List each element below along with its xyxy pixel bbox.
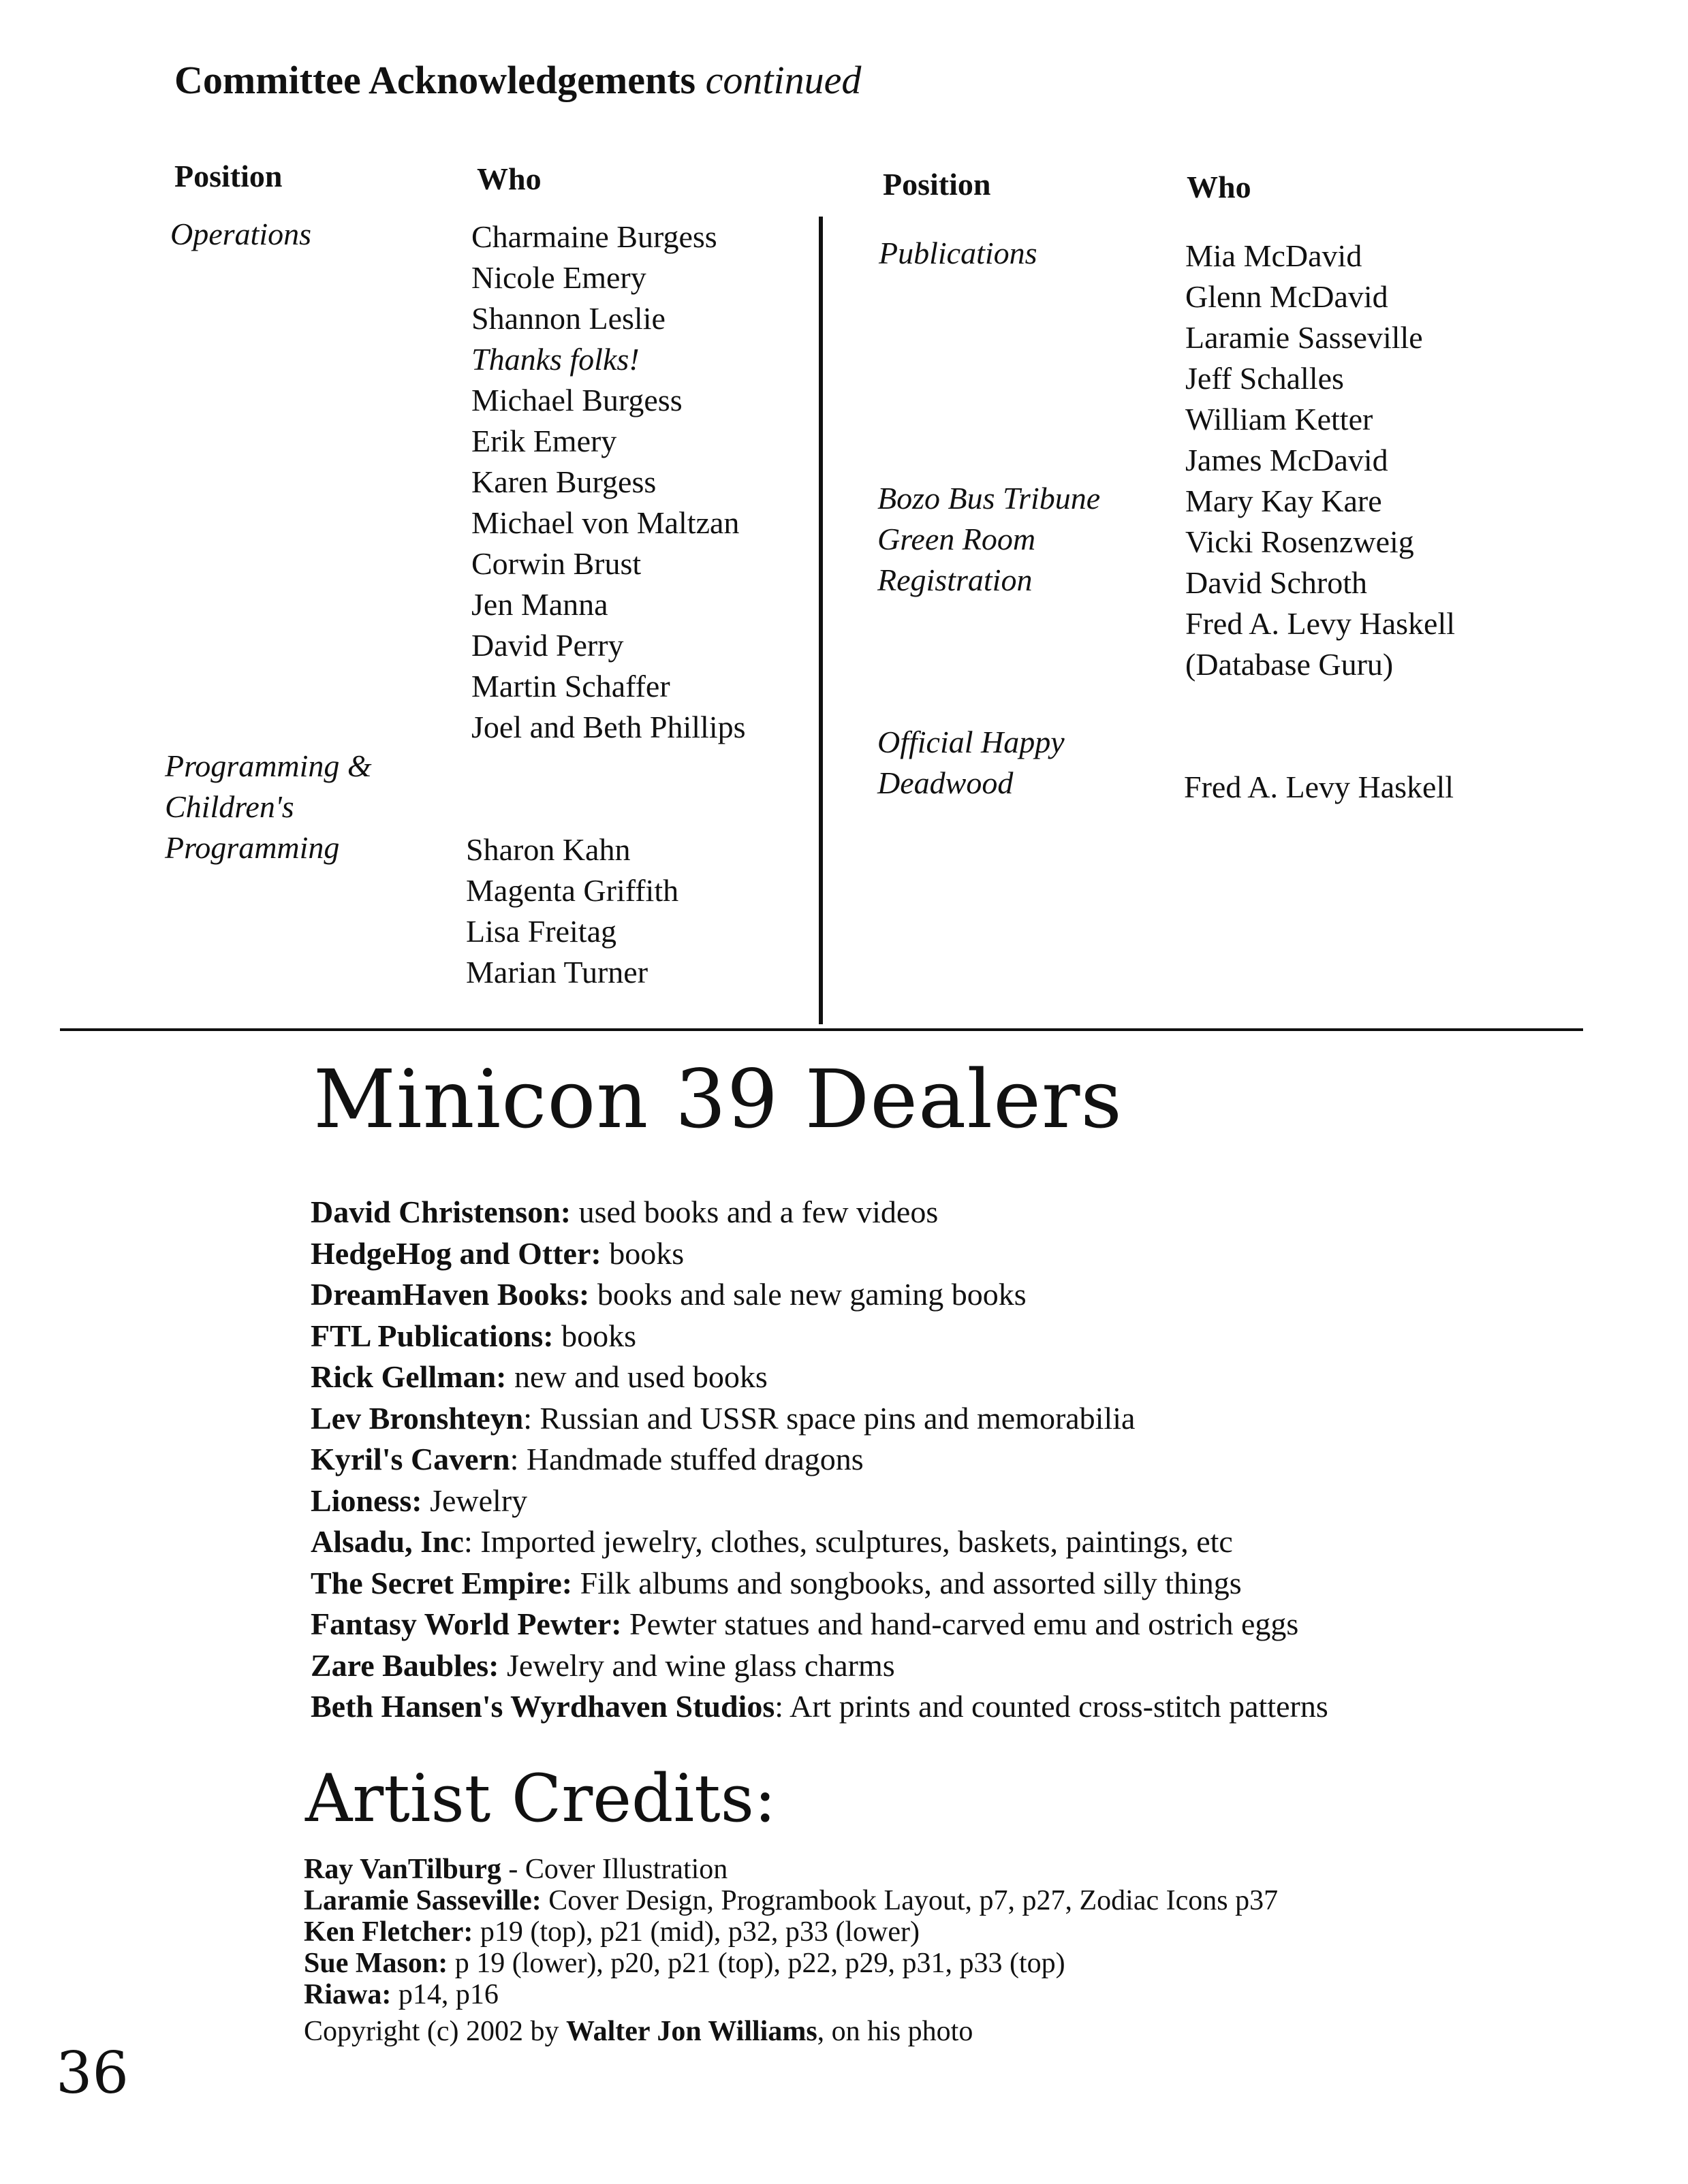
position-label: Green Room <box>877 522 1036 556</box>
credit-row <box>304 1916 1278 1948</box>
programming-label <box>165 746 372 868</box>
dealer-desc: Jewelry <box>422 1483 528 1518</box>
person-name: Mary Kay Kare <box>1185 484 1382 518</box>
person-name: William Ketter <box>1185 402 1373 437</box>
section-divider <box>60 1028 1583 1031</box>
dealer-name: The Secret Empire: <box>311 1565 573 1600</box>
dealer-row <box>311 1563 1328 1604</box>
person-name: Lisa Freitag <box>466 914 616 949</box>
publications-names <box>1185 236 1455 685</box>
thanks-note: Thanks folks! <box>471 342 640 377</box>
person-name: Vicki Rosenzweig <box>1185 524 1414 559</box>
dealer-row <box>311 1398 1328 1440</box>
artist-credits-list <box>304 1854 1278 2047</box>
operations-label: Operations <box>170 217 311 251</box>
deadwood-name: Fred A. Levy Haskell <box>1184 770 1454 804</box>
copyright-suffix: , on his photo <box>817 2016 973 2047</box>
person-name: Michael von Maltzan <box>471 505 740 540</box>
dealer-name: Kyril's Cavern <box>311 1442 510 1476</box>
copyright-prefix: Copyright (c) 2002 by <box>304 2016 566 2047</box>
dealer-desc: new and used books <box>506 1359 768 1394</box>
artist-name: Laramie Sasseville: <box>304 1885 542 1916</box>
right-position-header: Position <box>883 167 991 202</box>
copyright-line <box>304 2016 1278 2047</box>
position-label: Registration <box>877 563 1033 597</box>
credit-desc: p 19 (lower), p20, p21 (top), p22, p29, p31, p33 (top) <box>448 1948 1065 1979</box>
artist-name: Ken Fletcher: <box>304 1916 473 1948</box>
person-name: Erik Emery <box>471 424 617 458</box>
dealer-name: David Christenson: <box>311 1194 572 1229</box>
page-number: 36 <box>56 2040 129 2106</box>
artist-name: Sue Mason: <box>304 1948 448 1979</box>
credit-row <box>304 1979 1278 2010</box>
credit-desc: - Cover Illustration <box>501 1854 728 1885</box>
person-note: (Database Guru) <box>1185 647 1394 682</box>
dealer-row <box>311 1645 1328 1687</box>
programming-label-line: Programming <box>165 830 340 865</box>
dealer-row <box>311 1316 1328 1357</box>
dealer-desc: : Imported jewelry, clothes, sculptures, baskets, paintings, etc <box>463 1524 1233 1559</box>
dealer-desc: books <box>601 1235 685 1271</box>
person-name: Sharon Kahn <box>466 832 631 867</box>
dealer-desc: Jewelry and wine glass charms <box>499 1647 895 1683</box>
dealer-row <box>311 1439 1328 1481</box>
dealer-desc: : Art prints and counted cross-stitch patterns <box>775 1689 1328 1724</box>
programming-label-line: Children's <box>165 789 294 824</box>
position-label: Bozo Bus Tribune <box>877 481 1101 516</box>
dealer-desc: Filk albums and songbooks, and assorted silly things <box>572 1565 1242 1600</box>
dealer-name: Fantasy World Pewter: <box>311 1607 622 1641</box>
credit-row <box>304 1948 1278 1979</box>
dealer-row <box>311 1233 1328 1275</box>
person-name: Marian Turner <box>466 955 648 990</box>
other-positions-labels <box>877 478 1100 601</box>
dealer-name: Alsadu, Inc <box>311 1524 464 1559</box>
left-who-header: Who <box>477 161 542 196</box>
person-name: Jeff Schalles <box>1185 361 1344 396</box>
dealer-row <box>311 1192 1328 1233</box>
person-name: Fred A. Levy Haskell <box>1185 606 1456 641</box>
dealer-name: Rick Gellman: <box>311 1359 507 1394</box>
dealer-row <box>311 1357 1328 1398</box>
dealer-name: Lev Bronshteyn <box>311 1400 524 1436</box>
person-name: Glenn McDavid <box>1185 279 1388 314</box>
column-divider <box>819 217 823 1024</box>
person-name: Karen Burgess <box>471 464 657 499</box>
credit-desc: p19 (top), p21 (mid), p32, p33 (lower) <box>473 1916 920 1948</box>
person-name: David Perry <box>471 628 624 663</box>
person-name: Shannon Leslie <box>471 301 666 336</box>
person-name: Magenta Griffith <box>466 873 679 908</box>
dealer-row <box>311 1481 1328 1522</box>
artist-name: Ray VanTilburg <box>304 1854 501 1885</box>
person-name: Michael Burgess <box>471 383 683 417</box>
dealer-row <box>311 1686 1328 1728</box>
credit-desc: Cover Design, Programbook Layout, p7, p27, Zodiac Icons p37 <box>541 1885 1279 1916</box>
person-name: Mia McDavid <box>1185 238 1362 273</box>
dealer-desc: : Handmade stuffed dragons <box>510 1442 864 1476</box>
deadwood-label <box>877 722 1065 804</box>
person-name: Jen Manna <box>471 587 608 622</box>
person-name: David Schroth <box>1185 565 1368 600</box>
credit-row <box>304 1854 1278 1885</box>
person-name: Laramie Sasseville <box>1185 320 1423 355</box>
dealer-desc: Pewter statues and hand-carved emu and ostrich eggs <box>621 1607 1299 1641</box>
artist-name: Riawa: <box>304 1979 392 2010</box>
dealer-name: Lioness: <box>311 1483 422 1518</box>
person-name: Joel and Beth Phillips <box>471 710 746 744</box>
person-name: Corwin Brust <box>471 546 642 581</box>
programming-label-line: Programming & <box>165 748 372 783</box>
dealer-desc: used books and a few videos <box>571 1194 939 1229</box>
left-position-header: Position <box>174 159 283 193</box>
credit-row <box>304 1885 1278 1916</box>
section-title <box>174 57 861 103</box>
dealer-name: Beth Hansen's Wyrdhaven Studios <box>311 1689 775 1724</box>
person-name: Nicole Emery <box>471 260 646 295</box>
programming-names <box>466 829 678 993</box>
dealer-row <box>311 1274 1328 1316</box>
dealer-name: DreamHaven Books: <box>311 1277 590 1312</box>
dealer-name: HedgeHog and Otter: <box>311 1235 601 1271</box>
position-label: Deadwood <box>877 765 1014 800</box>
dealer-row <box>311 1604 1328 1645</box>
right-who-header: Who <box>1187 170 1251 204</box>
dealers-list <box>311 1192 1328 1728</box>
dealer-name: FTL Publications: <box>311 1318 554 1353</box>
person-name: James McDavid <box>1185 443 1388 477</box>
artist-credits-title: Artist Credits: <box>305 1760 777 1837</box>
person-name: Charmaine Burgess <box>471 219 717 254</box>
publications-label: Publications <box>879 236 1037 270</box>
section-title-text: Committee Acknowledgements <box>174 58 696 102</box>
dealer-desc: : Russian and USSR space pins and memorabilia <box>523 1400 1136 1436</box>
credit-desc: p14, p16 <box>391 1979 499 2010</box>
dealer-row <box>311 1521 1328 1563</box>
person-name: Martin Schaffer <box>471 669 670 703</box>
copyright-holder: Walter Jon Williams <box>565 2016 817 2047</box>
section-title-suffix: continued <box>705 58 862 102</box>
dealers-title: Minicon 39 Dealers <box>313 1052 1123 1146</box>
dealer-desc: books <box>553 1318 636 1353</box>
position-label: Official Happy <box>877 725 1065 759</box>
dealer-desc: books and sale new gaming books <box>589 1277 1027 1312</box>
dealer-name: Zare Baubles: <box>311 1647 499 1683</box>
operations-names <box>471 217 746 748</box>
